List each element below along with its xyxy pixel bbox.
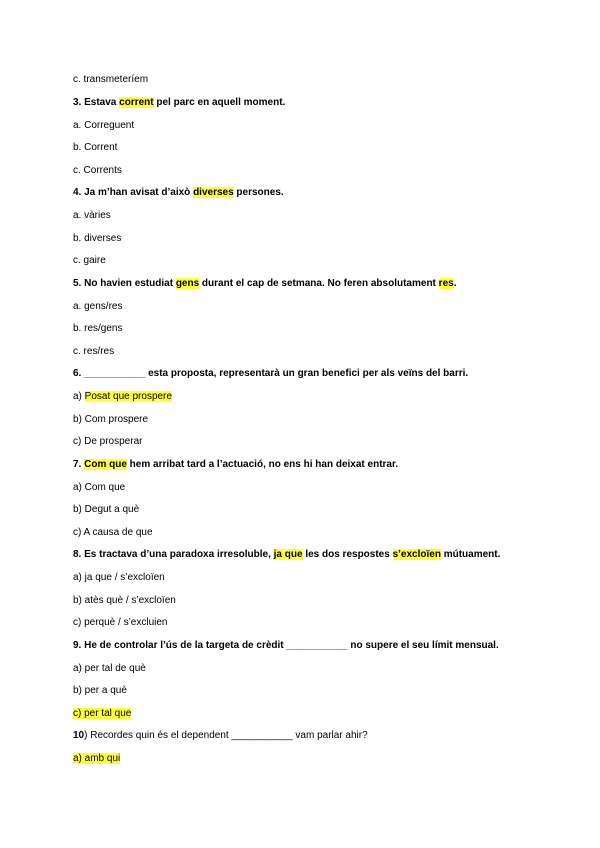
highlight: res	[438, 278, 454, 289]
option-line: c. transmeteríem	[73, 74, 149, 85]
highlight: c) per tal que	[73, 708, 132, 719]
option-line: a) ja que / s’excloïen	[73, 572, 165, 583]
option-line: a) Posat que prospere	[73, 391, 172, 402]
question-10: 10) Recordes quin és el dependent ___________ vam parlar ahir?	[73, 730, 368, 741]
option-line: c. res/res	[73, 346, 115, 357]
highlight: gens	[175, 278, 200, 289]
highlight: ja que	[273, 549, 303, 560]
question-7: 7. Com que hem arribat tard a l’actuació, no ens hi han deixat entrar.	[73, 459, 399, 470]
option-line: b) Degut a què	[73, 504, 140, 515]
option-line: b) atès què / s’excloïen	[73, 595, 176, 606]
option-line: a) per tal de què	[73, 663, 146, 674]
question-4: 4. Ja m’han avisat d’això diverses persones.	[73, 187, 284, 198]
option-line: a) Com que	[73, 482, 126, 493]
option-line: a. gens/res	[73, 301, 123, 312]
option-line: c) A causa de que	[73, 527, 153, 538]
option-line: a. Correguent	[73, 120, 135, 131]
option-line: b. Corrent	[73, 142, 118, 153]
highlight: a) amb qui	[73, 753, 121, 764]
option-line: c) perquè / s’excluien	[73, 617, 168, 628]
question-9: 9. He de controlar l’ús de la targeta de crèdit ___________ no supere el seu límit mensual.	[73, 640, 499, 651]
option-line: c. gaire	[73, 255, 106, 266]
highlight: diverses	[193, 187, 234, 198]
option-line: b. diverses	[73, 233, 122, 244]
option-line: c. Corrents	[73, 165, 122, 176]
option-line	[73, 752, 120, 766]
highlight: Com que	[84, 459, 127, 470]
option-line: c) De prosperar	[73, 436, 143, 447]
question-3: 3. Estava corrent pel parc en aquell moment.	[73, 97, 286, 108]
highlight: corrent	[119, 97, 154, 108]
option-line	[73, 707, 131, 721]
question-5: 5. No havien estudiat gens durant el cap de setmana. No feren absolutament res.	[73, 278, 457, 289]
highlight: s’excloïen	[392, 549, 441, 560]
option-line: a. vàries	[73, 210, 111, 221]
question-6: 6. ___________ esta proposta, representarà un gran benefici per als veïns del barri.	[73, 368, 469, 379]
question-8: 8. Es tractava d’una paradoxa irresoluble, ja que les dos respostes s’excloïen mútuament.	[73, 549, 501, 560]
option-line: b) Com prospere	[73, 414, 149, 425]
highlight: Posat que prospere	[84, 391, 172, 402]
option-line: b) per a què	[73, 685, 127, 696]
option-line: b. res/gens	[73, 323, 123, 334]
